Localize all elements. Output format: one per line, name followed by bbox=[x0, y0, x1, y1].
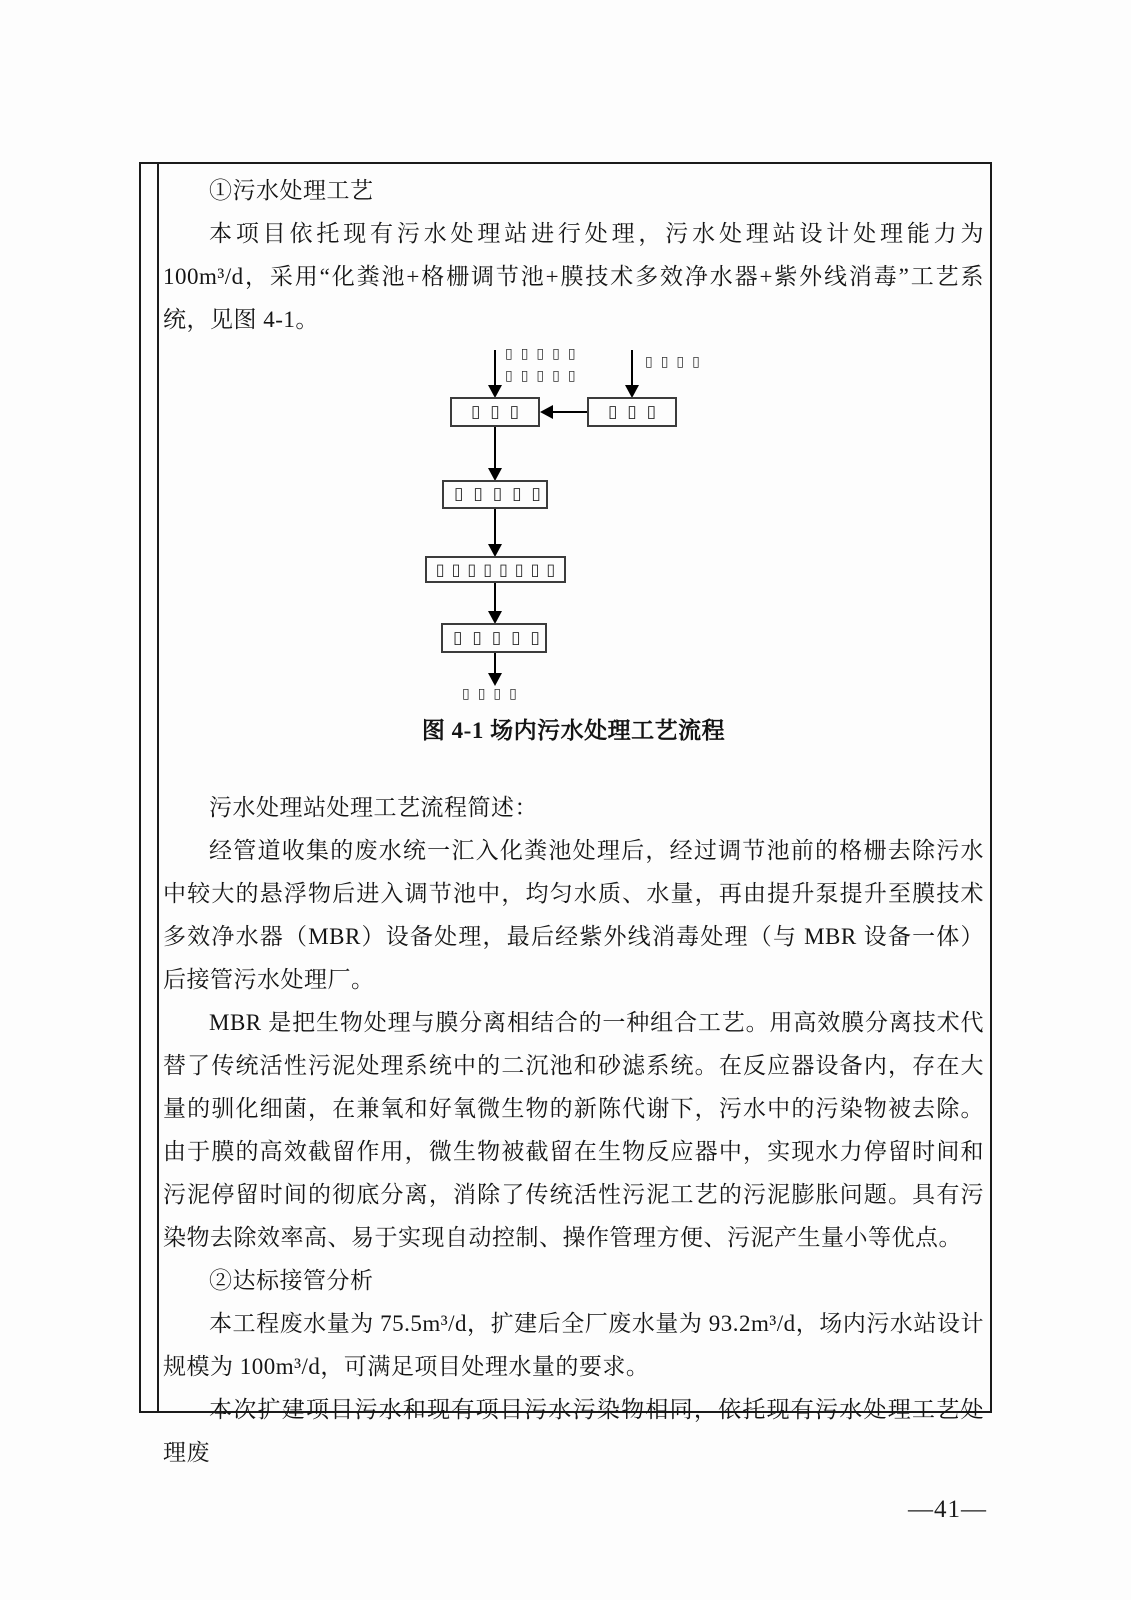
flow-box-3: ▯▯▯▯▯ bbox=[442, 480, 548, 509]
flow-arrow-stem-3 bbox=[494, 583, 496, 611]
side-influent-arrow-stem bbox=[631, 350, 633, 386]
flow-arrow-stem-2 bbox=[494, 509, 496, 544]
form-content-cell bbox=[159, 164, 990, 1465]
para-process-brief-heading: 污水处理站处理工艺流程简述： bbox=[209, 795, 538, 820]
flow-arrow-left-head-icon bbox=[540, 405, 553, 419]
flow-box-1: ▯▯▯ bbox=[450, 397, 540, 427]
influent-label-row1: ▯▯▯▯▯ bbox=[505, 346, 584, 362]
flow-arrow-stem-1 bbox=[494, 427, 496, 468]
influent-arrow-stem bbox=[494, 350, 496, 386]
para-process-heading: ①污水处理工艺 bbox=[209, 178, 374, 203]
flow-box-2: ▯▯▯ bbox=[587, 397, 677, 427]
influent-label-row2: ▯▯▯▯▯ bbox=[505, 368, 584, 384]
para-intro: 本项目依托现有污水处理站进行处理，污水处理站设计处理能力为 100m³/d，采用“化粪池+格栅调节池+膜技术多效净水器+紫外线消毒”工艺系统，见图 4-1。 bbox=[163, 221, 984, 332]
para-analysis-heading: ②达标接管分析 bbox=[209, 1268, 374, 1293]
side-influent-label: ▯▯▯▯ bbox=[645, 354, 708, 370]
flow-arrow-horizontal-stem bbox=[552, 411, 587, 413]
process-flow-diagram bbox=[163, 341, 984, 709]
para-process-description: 经管道收集的废水统一汇入化粪池处理后，经过调节池前的格栅去除污水中较大的悬浮物后进入调节池中，均匀水质、水量，再由提升泵提升至膜技术多效净水器（MBR）设备处理，最后经紫外线消毒处理（与 MBR 设备一体）后接管污水处理厂。 bbox=[163, 838, 984, 992]
para-capacity-analysis: 本工程废水量为 75.5m³/d，扩建后全厂废水量为 93.2m³/d，场内污水站设计规模为 100m³/d，可满足项目处理水量的要求。 bbox=[163, 1311, 984, 1379]
influent-label bbox=[505, 343, 584, 387]
outflow-arrow-stem bbox=[494, 653, 496, 673]
para-mbr-description: MBR 是把生物处理与膜分离相结合的一种组合工艺。用高效膜分离技术代替了传统活性污泥处理系统中的二沉池和砂滤系统。在反应器设备内，存在大量的驯化细菌，在兼氧和好氧微生物的新陈代谢下，污水中的污染物被去除。由于膜的高效截留作用，微生物被截留在生物反应器中，实现水力停留时间和污泥停留时间的彻底分离，消除了传统活性污泥工艺的污泥膨胀问题。具有污染物去除效率高、易于实现自动控制、操作管理方便、污泥产生量小等优点。 bbox=[163, 1010, 984, 1250]
figure-caption: 图 4-1 场内污水处理工艺流程 bbox=[421, 718, 726, 743]
outflow-label: ▯▯▯▯ bbox=[462, 686, 525, 702]
para-expansion-note: 本次扩建项目污水和现有项目污水污染物相同，依托现有污水处理工艺处理废 bbox=[163, 1397, 984, 1465]
flow-box-5: ▯▯▯▯▯ bbox=[441, 623, 547, 653]
form-table bbox=[139, 162, 992, 1465]
form-left-column bbox=[141, 164, 159, 1411]
flow-box-4: ▯▯▯▯▯▯▯▯ bbox=[425, 556, 566, 583]
page-number: —41— bbox=[908, 1496, 987, 1523]
